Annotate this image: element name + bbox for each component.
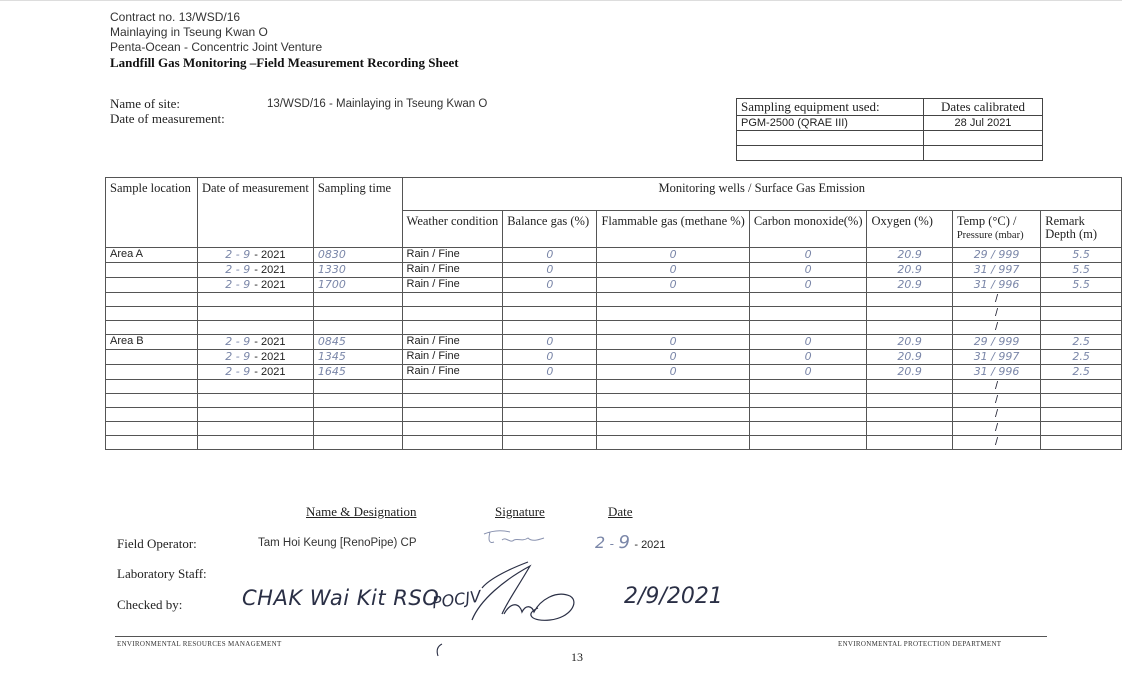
cell-empty xyxy=(867,321,952,335)
sheet-title: Landfill Gas Monitoring –Field Measurement Recording Sheet xyxy=(110,55,459,70)
date-sep: - xyxy=(232,365,244,378)
field-operator-value: Tam Hoi Keung [RenoPipe) CP xyxy=(258,537,417,549)
col-remark-depth xyxy=(1041,211,1122,248)
cell-empty xyxy=(106,321,198,335)
pressure-value: 996 xyxy=(998,365,1020,378)
cell-carbon-monoxide: 0 xyxy=(749,278,867,293)
cell-depth: 5.5 xyxy=(1041,248,1122,263)
cell-location xyxy=(106,263,198,278)
date-month: 9 xyxy=(243,263,251,276)
cell-weather: Rain / Fine xyxy=(402,278,503,293)
col-flammable-gas: Flammable gas (methane %) xyxy=(597,211,749,248)
cell-empty xyxy=(402,293,503,307)
cell-depth: 2.5 xyxy=(1041,365,1122,380)
col-depth-label: Depth (m) xyxy=(1045,227,1097,241)
date-day: 2 xyxy=(225,365,233,378)
table-row xyxy=(106,335,1122,350)
cell-empty-slash: / xyxy=(952,436,1040,450)
cell-empty xyxy=(402,408,503,422)
cell-weather: Rain / Fine xyxy=(402,365,503,380)
temp-pressure-slash: / xyxy=(987,248,999,261)
cell-empty xyxy=(749,394,867,408)
date-year: - 2021 xyxy=(254,264,286,276)
cell-empty xyxy=(313,422,402,436)
cell-empty-slash: / xyxy=(952,307,1040,321)
cell-empty xyxy=(1041,380,1122,394)
cell-flammable-gas: 0 xyxy=(597,365,749,380)
date-month: 9 xyxy=(243,248,251,261)
cell-date xyxy=(197,278,313,293)
date-sep: - xyxy=(232,350,244,363)
cell-empty xyxy=(749,307,867,321)
cell-empty xyxy=(197,422,313,436)
temp-pressure-slash: / xyxy=(987,335,999,348)
cell-empty xyxy=(867,422,952,436)
cell-empty xyxy=(867,408,952,422)
checked-by-org: POCJV xyxy=(430,586,483,613)
cell-empty xyxy=(197,408,313,422)
date-sep: - xyxy=(232,278,244,291)
calibration-header: Dates calibrated xyxy=(924,99,1043,116)
temp-value: 31 xyxy=(973,365,988,378)
cell-balance-gas: 0 xyxy=(503,248,597,263)
cell-empty-slash: / xyxy=(952,293,1040,307)
cell-empty xyxy=(503,321,597,335)
col-group-monitoring-wells: Monitoring wells / Surface Gas Emission xyxy=(402,178,1121,211)
table-row-empty xyxy=(106,380,1122,394)
cell-time: 1645 xyxy=(313,365,402,380)
cell-empty-slash: / xyxy=(952,408,1040,422)
footer-right: ENVIRONMENTAL PROTECTION DEPARTMENT xyxy=(838,640,1002,648)
cell-time: 1345 xyxy=(313,350,402,365)
cell-empty xyxy=(867,380,952,394)
date-sep: - xyxy=(232,248,244,261)
cell-empty xyxy=(597,436,749,450)
cell-empty xyxy=(313,307,402,321)
cell-empty xyxy=(313,436,402,450)
cell-empty xyxy=(503,394,597,408)
cell-empty xyxy=(106,307,198,321)
cell-location: Area A xyxy=(106,248,198,263)
cell-empty xyxy=(106,293,198,307)
date-day: 2 xyxy=(225,263,233,276)
cell-empty xyxy=(106,394,198,408)
cell-empty xyxy=(597,408,749,422)
date-sep: - xyxy=(232,263,244,276)
cell-empty xyxy=(313,394,402,408)
col-carbon-monoxide: Carbon monoxide(%) xyxy=(749,211,867,248)
operator-date-year: - 2021 xyxy=(634,539,666,551)
pressure-value: 999 xyxy=(998,248,1020,261)
cell-empty xyxy=(402,380,503,394)
cell-empty xyxy=(197,307,313,321)
temp-pressure-slash: / xyxy=(987,350,999,363)
cell-empty xyxy=(313,380,402,394)
name-designation-heading: Name & Designation xyxy=(306,504,417,519)
cell-empty xyxy=(503,307,597,321)
cell-carbon-monoxide: 0 xyxy=(749,248,867,263)
checked-by-date: 2/9/2021 xyxy=(624,584,723,609)
cell-carbon-monoxide: 0 xyxy=(749,365,867,380)
cell-oxygen: 20.9 xyxy=(867,335,952,350)
date-month: 9 xyxy=(243,278,251,291)
cell-empty xyxy=(402,321,503,335)
signature-heading: Signature xyxy=(495,504,545,519)
col-temp-label: Temp (°C) / xyxy=(956,214,1017,228)
cell-empty xyxy=(597,422,749,436)
table-row-empty xyxy=(106,394,1122,408)
cell-empty xyxy=(597,321,749,335)
date-year: - 2021 xyxy=(254,336,286,348)
cell-empty xyxy=(313,321,402,335)
date-year: - 2021 xyxy=(254,249,286,261)
cell-balance-gas: 0 xyxy=(503,350,597,365)
cell-location xyxy=(106,278,198,293)
cell-empty xyxy=(503,422,597,436)
cell-weather: Rain / Fine xyxy=(402,248,503,263)
measurement-date-label: Date of measurement: xyxy=(110,111,225,126)
cell-balance-gas: 0 xyxy=(503,278,597,293)
temp-pressure-slash: / xyxy=(987,278,999,291)
cell-empty xyxy=(1041,321,1122,335)
field-operator-date: 2 - 9 - 2021 xyxy=(595,532,666,553)
cell-time: 1700 xyxy=(313,278,402,293)
pressure-value: 999 xyxy=(998,335,1020,348)
cell-empty xyxy=(597,307,749,321)
cell-empty xyxy=(867,293,952,307)
cell-empty xyxy=(402,422,503,436)
cell-flammable-gas: 0 xyxy=(597,278,749,293)
cell-flammable-gas: 0 xyxy=(597,263,749,278)
cell-depth: 2.5 xyxy=(1041,335,1122,350)
table-row xyxy=(106,248,1122,263)
col-oxygen: Oxygen (%) xyxy=(867,211,952,248)
monitoring-table xyxy=(105,177,1122,450)
cell-location: Area B xyxy=(106,335,198,350)
cell-empty xyxy=(1041,436,1122,450)
cell-empty xyxy=(597,380,749,394)
top-rule xyxy=(0,0,1122,1)
cell-balance-gas: 0 xyxy=(503,335,597,350)
footer-rule xyxy=(115,636,1047,637)
col-pressure-label: Pressure (mbar) xyxy=(956,230,1024,241)
col-date-of-measurement: Date of measurement xyxy=(197,178,313,248)
cell-empty xyxy=(597,394,749,408)
temp-value: 29 xyxy=(973,335,988,348)
table-row xyxy=(106,278,1122,293)
cell-depth: 5.5 xyxy=(1041,263,1122,278)
cell-location xyxy=(106,350,198,365)
cell-empty xyxy=(749,321,867,335)
table-row-empty xyxy=(106,422,1122,436)
field-operator-signature xyxy=(480,526,550,550)
cell-empty xyxy=(503,293,597,307)
cell-empty xyxy=(1041,422,1122,436)
cell-time: 1330 xyxy=(313,263,402,278)
col-sampling-time: Sampling time xyxy=(313,178,402,248)
date-day: 2 xyxy=(225,278,233,291)
col-weather-condition: Weather condition xyxy=(402,211,503,248)
table-row-empty xyxy=(106,436,1122,450)
cell-oxygen: 20.9 xyxy=(867,350,952,365)
site-name-label: Name of site: xyxy=(110,96,181,111)
cell-empty xyxy=(313,293,402,307)
cell-flammable-gas: 0 xyxy=(597,335,749,350)
cell-location xyxy=(106,365,198,380)
cell-weather: Rain / Fine xyxy=(402,350,503,365)
temp-value: 29 xyxy=(973,248,988,261)
date-year: - 2021 xyxy=(254,351,286,363)
site-name-value: 13/WSD/16 - Mainlaying in Tseung Kwan O xyxy=(267,98,488,110)
checked-by-label: Checked by: xyxy=(117,597,183,612)
temp-value: 31 xyxy=(973,350,988,363)
cell-temp-pressure xyxy=(952,365,1040,380)
equipment-blank-1 xyxy=(737,131,924,146)
table-row-empty xyxy=(106,408,1122,422)
cell-empty xyxy=(197,293,313,307)
table-row-empty xyxy=(106,307,1122,321)
cell-empty xyxy=(867,436,952,450)
cell-empty xyxy=(1041,408,1122,422)
cell-empty xyxy=(197,380,313,394)
cell-carbon-monoxide: 0 xyxy=(749,350,867,365)
project-name: Mainlaying in Tseung Kwan O xyxy=(110,25,268,39)
date-month: 9 xyxy=(243,350,251,363)
cell-balance-gas: 0 xyxy=(503,365,597,380)
date-year: - 2021 xyxy=(254,279,286,291)
page-number: 13 xyxy=(571,650,583,664)
calibration-blank-2 xyxy=(924,146,1043,161)
temp-pressure-slash: / xyxy=(987,263,999,276)
cell-temp-pressure xyxy=(952,263,1040,278)
cell-depth: 2.5 xyxy=(1041,350,1122,365)
table-row xyxy=(106,263,1122,278)
cell-date xyxy=(197,365,313,380)
cell-empty xyxy=(402,307,503,321)
table-row-empty xyxy=(106,321,1122,335)
cell-empty xyxy=(1041,307,1122,321)
cell-depth: 5.5 xyxy=(1041,278,1122,293)
equipment-value: PGM-2500 (QRAE III) xyxy=(737,116,924,131)
cell-temp-pressure xyxy=(952,248,1040,263)
cell-empty xyxy=(106,408,198,422)
date-day: 2 xyxy=(225,350,233,363)
table-row xyxy=(106,350,1122,365)
equipment-table xyxy=(736,98,1043,161)
cell-temp-pressure xyxy=(952,335,1040,350)
equipment-blank-2 xyxy=(737,146,924,161)
calibration-blank-1 xyxy=(924,131,1043,146)
pressure-value: 997 xyxy=(998,263,1020,276)
col-balance-gas: Balance gas (%) xyxy=(503,211,597,248)
col-sample-location: Sample location xyxy=(106,178,198,248)
footer-left: ENVIRONMENTAL RESOURCES MANAGEMENT xyxy=(117,640,282,648)
cell-empty xyxy=(749,422,867,436)
cell-empty xyxy=(749,380,867,394)
monitoring-rows xyxy=(106,248,1122,450)
col-temp-pressure xyxy=(952,211,1040,248)
cell-empty xyxy=(106,422,198,436)
cell-oxygen: 20.9 xyxy=(867,278,952,293)
cell-empty-slash: / xyxy=(952,394,1040,408)
cell-temp-pressure xyxy=(952,350,1040,365)
cell-empty-slash: / xyxy=(952,422,1040,436)
pressure-value: 996 xyxy=(998,278,1020,291)
cell-time: 0845 xyxy=(313,335,402,350)
cell-carbon-monoxide: 0 xyxy=(749,263,867,278)
cell-empty xyxy=(402,436,503,450)
temp-value: 31 xyxy=(973,278,988,291)
contractor-name: Penta-Ocean - Concentric Joint Venture xyxy=(110,40,323,54)
cell-oxygen: 20.9 xyxy=(867,365,952,380)
date-month: 9 xyxy=(243,335,251,348)
cell-temp-pressure xyxy=(952,278,1040,293)
cell-empty xyxy=(197,394,313,408)
cell-empty xyxy=(197,321,313,335)
date-heading: Date xyxy=(608,504,633,519)
cell-oxygen: 20.9 xyxy=(867,263,952,278)
cell-empty xyxy=(597,293,749,307)
cell-weather: Rain / Fine xyxy=(402,263,503,278)
cell-empty xyxy=(503,436,597,450)
field-operator-label: Field Operator: xyxy=(117,536,197,551)
cell-carbon-monoxide: 0 xyxy=(749,335,867,350)
table-row-empty xyxy=(106,293,1122,307)
pressure-value: 997 xyxy=(998,350,1020,363)
cell-empty xyxy=(402,394,503,408)
cell-date xyxy=(197,263,313,278)
cell-date xyxy=(197,248,313,263)
cell-empty-slash: / xyxy=(952,380,1040,394)
cell-empty xyxy=(1041,293,1122,307)
cell-date xyxy=(197,350,313,365)
date-day: 2 xyxy=(225,335,233,348)
cell-empty xyxy=(749,436,867,450)
cell-empty xyxy=(503,380,597,394)
cell-flammable-gas: 0 xyxy=(597,248,749,263)
col-remark-label: Remark xyxy=(1045,214,1085,228)
operator-date-month: 9 xyxy=(618,532,630,553)
checked-by-signature xyxy=(420,560,600,660)
date-month: 9 xyxy=(243,365,251,378)
cell-empty xyxy=(106,436,198,450)
operator-date-day: 2 xyxy=(595,533,606,552)
cell-empty xyxy=(313,408,402,422)
contract-number: Contract no. 13/WSD/16 xyxy=(110,10,241,24)
cell-empty-slash: / xyxy=(952,321,1040,335)
cell-empty xyxy=(867,394,952,408)
cell-empty xyxy=(503,408,597,422)
cell-flammable-gas: 0 xyxy=(597,350,749,365)
temp-pressure-slash: / xyxy=(987,365,999,378)
temp-value: 31 xyxy=(973,263,988,276)
cell-time: 0830 xyxy=(313,248,402,263)
document-header xyxy=(110,10,459,71)
date-sep: - xyxy=(232,335,244,348)
cell-oxygen: 20.9 xyxy=(867,248,952,263)
cell-weather: Rain / Fine xyxy=(402,335,503,350)
cell-date xyxy=(197,335,313,350)
equipment-header: Sampling equipment used: xyxy=(737,99,924,116)
calibration-value: 28 Jul 2021 xyxy=(924,116,1043,131)
table-row xyxy=(106,365,1122,380)
checked-by-name: CHAK Wai Kit RSO xyxy=(242,586,440,610)
cell-empty xyxy=(197,436,313,450)
cell-empty xyxy=(749,293,867,307)
cell-empty xyxy=(106,380,198,394)
date-day: 2 xyxy=(225,248,233,261)
cell-empty xyxy=(749,408,867,422)
laboratory-staff-label: Laboratory Staff: xyxy=(117,566,207,581)
cell-balance-gas: 0 xyxy=(503,263,597,278)
cell-empty xyxy=(1041,394,1122,408)
cell-empty xyxy=(867,307,952,321)
date-year: - 2021 xyxy=(254,366,286,378)
